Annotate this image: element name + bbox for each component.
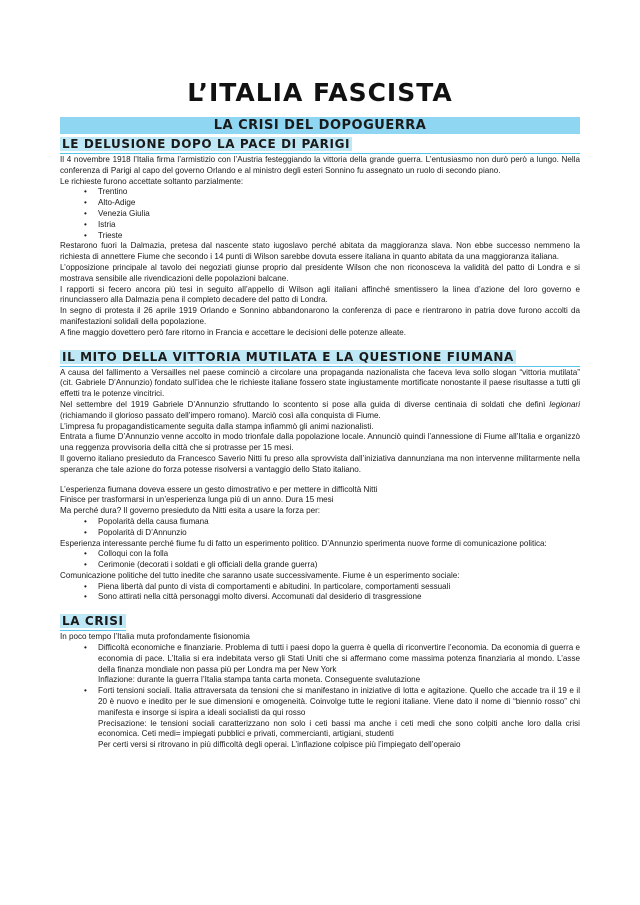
list-item bbox=[98, 686, 580, 751]
paragraph: I rapporti si fecero ancora più tesi in seguito all’appello di Wilson agli italiani affinché smentissero la linea d’azione del loro governo e rinunciassero alla Dalmazia pena il completo decadere del patto di Londra. bbox=[60, 284, 580, 305]
list-item-extra: Precisazione: le tensioni sociali caratterizzano non solo i ceti bassi ma anche i ceti medi che sono colpiti anche loro dalla crisi economica. Ceti medi= impiegati pubblici e privati, commercianti, artigiani, studenti bbox=[98, 718, 580, 739]
text-run: (richiamando il glorioso passato dell’impero romano). Marciò così alla conquista di Fiume. bbox=[60, 410, 381, 420]
heading-wrap-delusione bbox=[60, 135, 580, 154]
social-experiment-list bbox=[60, 582, 580, 604]
list-item: • Venezia Giulia bbox=[98, 209, 580, 220]
text-run: Nel settembre del 1919 Gabriele D’Annunzio sfruttando lo scontento si pose alla guida di diverse centinaia di soldati che definì bbox=[60, 399, 550, 409]
communication-list bbox=[60, 549, 580, 571]
paragraph: A causa del fallimento a Versailles nel paese cominciò a circolare una propaganda nazionalista che faceva leva sollo slogan “vittoria mutilata” (cit. Gabriele D’Annunzio) fondato sull’idea che le richieste italiane fossero state ingiustamente mortificate nonostante il paese risultasse a tutti gli effetti tra le potenze vincitrici. bbox=[60, 367, 580, 399]
list-item: • Cerimonie (decorati i soldati e gli officiali della grande guerra) bbox=[98, 560, 580, 571]
reasons-list bbox=[60, 517, 580, 539]
list-item: • Trieste bbox=[98, 231, 580, 242]
list-item-extra: Per certi versi si ritrovano in più difficoltà degli operai. L’inflazione colpisce più l’impiegato dell’operaio bbox=[98, 740, 461, 750]
list-item: • Popolarità di D’Annunzio bbox=[98, 528, 580, 539]
heading-wrap-vittoria-mutilata bbox=[60, 348, 580, 367]
paragraph: Comunicazione politiche del tutto inedite che saranno usate successivamente. Fiume è un esperimento sociale: bbox=[60, 570, 460, 580]
list-item bbox=[98, 643, 580, 686]
list-item: • Trentino bbox=[98, 187, 580, 198]
paragraph: In segno di protesta il 26 aprile 1919 Orlando e Sonnino abbandonarono la conferenza di pace e rientrarono in patria dove furono accolti da manifestazioni solidali della popolazione. bbox=[60, 306, 580, 326]
list-item: • Popolarità della causa fiumana bbox=[98, 517, 580, 528]
crisis-list bbox=[60, 643, 580, 751]
paragraph: Restarono fuori la Dalmazia, pretesa dal nascente stato iugoslavo perché abitata da maggioranza slava. Non ebbe successo nemmeno la richiesta di annettere Fiume che secondo i 14 punti di Wilson sarebbe dovuta essere italiana in quanto abitata da una maggioranza italiana. bbox=[60, 241, 580, 262]
paragraph: A fine maggio dovettero però fare ritorno in Francia e accettare le decisioni delle potenze alleate. bbox=[60, 327, 406, 337]
paragraph: Entrata a fiume D’Annunzio venne accolto in modo trionfale dalla popolazione locale. Annunciò quindi l’annessione di Fiume all’Italia e organizzò una reggenza provvisoria della città che si protrasse per 15 mesi. bbox=[60, 432, 580, 453]
list-item: • Istria bbox=[98, 220, 580, 231]
spacer bbox=[60, 603, 580, 612]
paragraph: In poco tempo l’Italia muta profondamente fisionomia bbox=[60, 632, 250, 642]
list-item: • Piena libertà dal punto di vista di comportamenti e abitudini. In particolare, comportamenti sessuali bbox=[98, 582, 580, 593]
list-item: • Sono attirati nella città personaggi molto diversi. Accomunati dal desiderio di trasgressione bbox=[98, 592, 580, 603]
emphasis-legionari: legionari bbox=[549, 399, 580, 409]
list-item-extra: Inflazione: durante la guerra l’Italia stampa tanta carta moneta. Conseguente svalutazione bbox=[98, 675, 421, 685]
paragraph: L’esperienza fiumana doveva essere un gesto dimostrativo e per mettere in difficoltà Nitti bbox=[60, 484, 378, 494]
list-item: • Colloqui con la folla bbox=[98, 549, 580, 560]
list-item-text: • Difficoltà economiche e finanziarie. Problema di tutti i paesi dopo la guerra è quella di riconvertire l’economia. Da economia di guerra e economia di pace. L’Italia si era indebitata verso gli Stati Uniti che si affermano come massima potenza finanziaria al mondo. L’asse della finanza mondiale non passa più per Londra ma per New York bbox=[98, 643, 580, 674]
list-item-text: • Forti tensioni sociali. Italia attraversata da tensioni che si manifestano in iniziative di lotta e agitazione. Quello che accade tra il 19 e il 20 è nuovo e inedito per le sue dimensioni e omogeneità. Coinvolge tutte le regioni italiane. Viene dato il nome di “biennio rosso” chi manifesta e insorge si ispira a ideali socialisti da qui rosso bbox=[98, 686, 580, 717]
spacer bbox=[60, 476, 580, 485]
paragraph: L’opposizione principale al tavolo dei negoziati giunse proprio dal presidente Wilson che non riconosceva la validità del patto di Londra e si mostrava sensibile alle rivendicazioni delle popolazioni balcane. bbox=[60, 262, 580, 283]
paragraph: Le richieste furono accettate soltanto parzialmente: bbox=[60, 176, 244, 186]
paragraph: Finisce per trasformarsi in un’esperienza lunga più di un anno. Dura 15 mesi bbox=[60, 495, 334, 505]
heading-vittoria-mutilata: IL MITO DELLA VITTORIA MUTILATA E LA QUESTIONE FIUMANA bbox=[62, 349, 514, 364]
spacer bbox=[60, 339, 580, 348]
list-item: • Alto-Adige bbox=[98, 198, 580, 209]
paragraph: Il governo italiano presieduto da Francesco Saverio Nitti fu preso alla sprovvista dall’iniziativa dannunziana ma non intervenne militarmente nella speranza che tale azione do forza potesse risolversi a vantaggio dello Stato italiano. bbox=[60, 453, 580, 474]
section-band-crisi-dopoguerra: LA CRISI DEL DOPOGUERRA bbox=[60, 117, 580, 134]
territories-list bbox=[60, 187, 580, 241]
heading-delusione: LE DELUSIONE DOPO LA PACE DI PARIGI bbox=[62, 137, 351, 151]
heading-crisi: LA CRISI bbox=[62, 614, 124, 629]
paragraph: Il 4 novembre 1918 l’Italia firma l’armistizio con l’Austria festeggiando la vittoria della grande guerra. L’entusiasmo non durò però a lungo. Nella conferenza di Parigi al capo del governo Orlando e al ministro degli esteri Sonnino fu assegnato un ruolo di secondo piano. bbox=[60, 155, 580, 175]
heading-wrap-crisi bbox=[60, 612, 126, 631]
paragraph: Ma perché dura? Il governo presieduto da Nitti esita a usare la forza per: bbox=[60, 506, 321, 516]
paragraph: L’impresa fu propagandisticamente seguita dalla stampa infiammò gli animi nazionalisti. bbox=[60, 421, 374, 431]
paragraph bbox=[60, 400, 580, 422]
paragraph: Esperienza interessante perché fiume fu di fatto un esperimento politico. D’Annunzio sperimenta nuove forme di comunicazione politica: bbox=[60, 538, 547, 548]
page-title: L’ITALIA FASCISTA bbox=[187, 78, 453, 107]
document-page bbox=[60, 78, 580, 751]
